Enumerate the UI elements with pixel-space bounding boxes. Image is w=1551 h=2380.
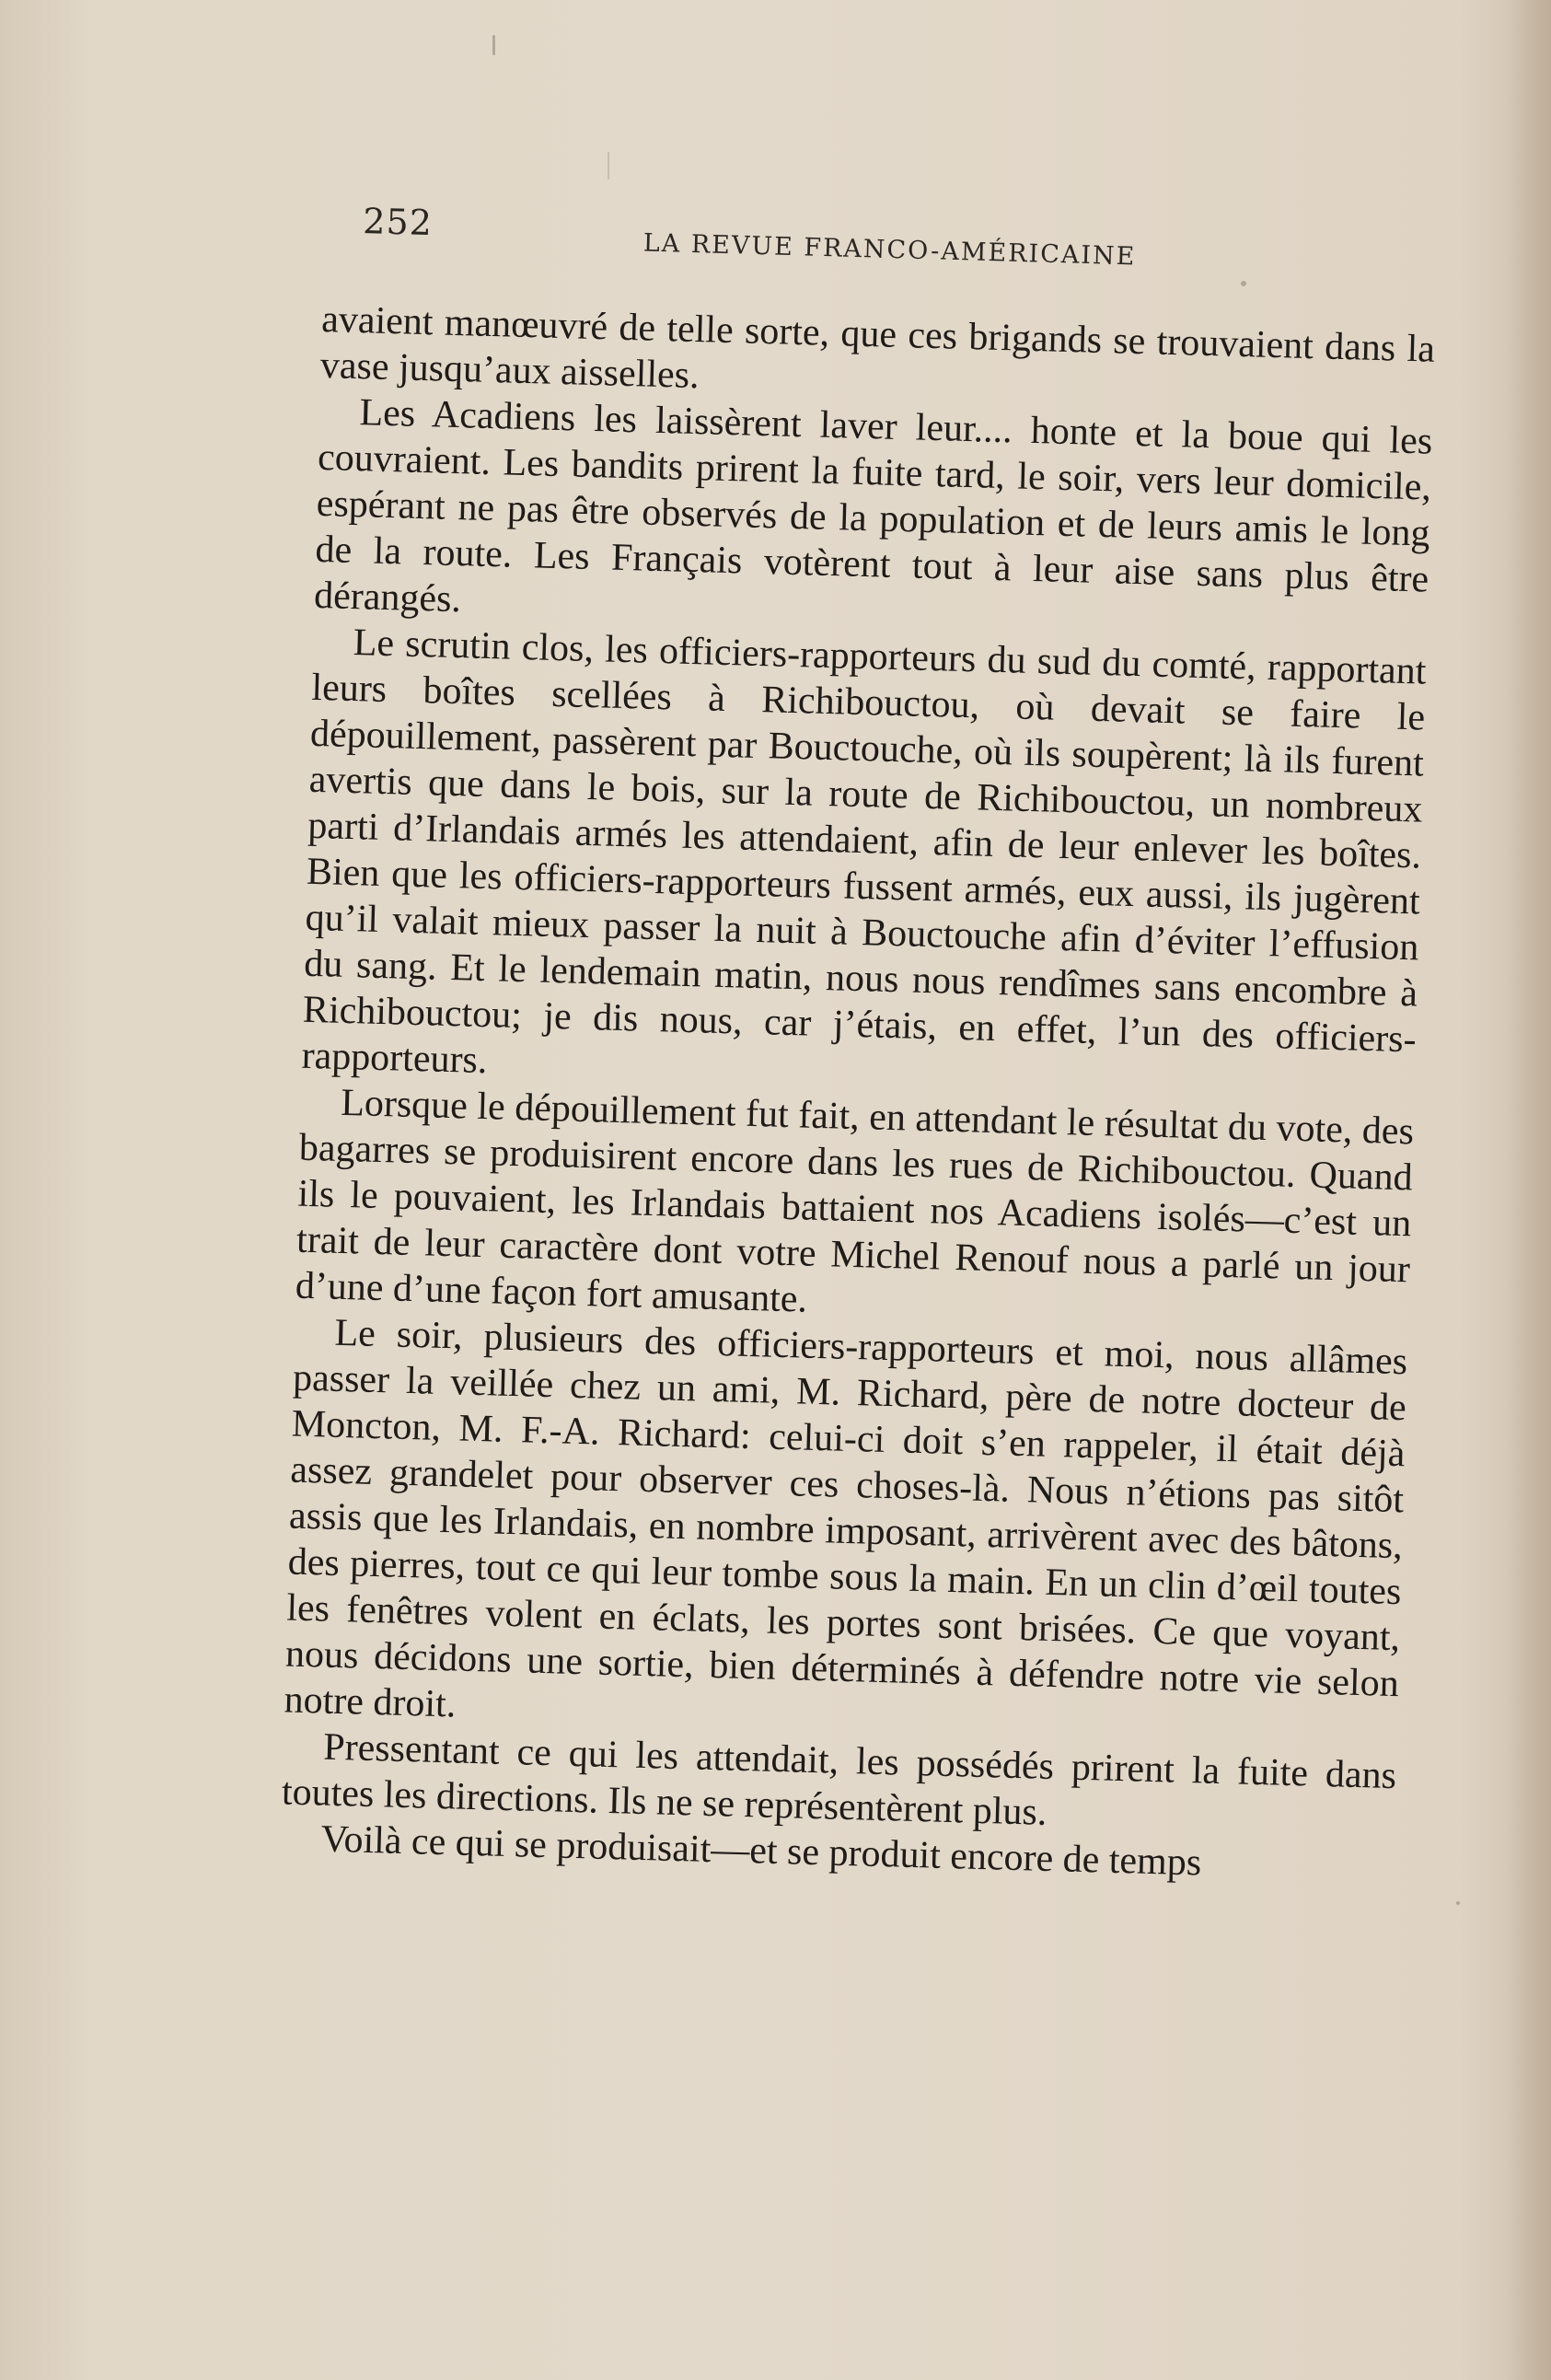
page-number: 252: [362, 201, 434, 244]
paragraph-6: Pressentant ce qui les attendait, les possédés prirent la fuite dans toutes les directions. Ils ne se représentèrent plus.: [281, 1725, 1397, 1834]
paragraph-5: Le soir, plusieurs des officiers-rapporteurs et moi, nous allâmes passer la veillée chez un ami, M. Richard, père de notre docteur de Moncton, M. F.-A. Richard: celui-ci doit s’en rappeler, il était déjà assez grandelet pour observer ces choses-là. Nous n’étions pas sitôt assis que les Irlandais, en nombre imposant, arrivèrent avec des bâtons, des pierres, tout ce qui leur tombe sous la main. En un clin d’œil toutes les fenêtres volent en éclats, les portes sont brisées. Ce que voyant, nous décidons une sortie, bien déterminés à défendre notre vie selon notre droit.: [284, 1311, 1408, 1726]
paragraph-7: Voilà ce qui se produisait—et se produit encore de temps: [320, 1817, 1202, 1885]
paper-speck: [1241, 281, 1246, 286]
paragraph-2: Les Acadiens les laissèrent laver leur.... honte et la boue qui les couvraient. Les bandits prirent la fuite tard, le soir, vers leur domicile, espérant ne pas être observés de la population et de leurs amis le long de la route. Les Français votèrent tout à leur aise sans plus être dérangés.: [313, 391, 1433, 621]
running-head: LA REVUE FRANCO-AMÉRICAINE: [642, 228, 1137, 272]
paragraph-3: Le scrutin clos, les officiers-rapporteurs du sud du comté, rapportant leurs boîtes scellées à Richibouctou, où devait se faire le dépouillement, passèrent par Bouctouche, où ils soupèrent; là ils furent avertis que dans le bois, sur la route de Richibouctou, un nombreux parti d’Irlandais armés les attendaient, afin de leur enlever les boîtes. Bien que les officiers-rapporteurs fussent armés, eux aussi, ils jugèrent qu’il valait mieux passer la nuit à Bouctouche afin d’éviter l’effusion du sang. Et le lendemain matin, nous nous rendîmes sans encombre à Richibouctou; je dis nous, car j’étais, en effet, l’un des officiers-rapporteurs.: [301, 621, 1428, 1083]
body-text: [280, 296, 1436, 1891]
paragraph-1: avaient manœuvré de telle sorte, que ces brigands se trouvaient dans la vase jusqu’aux aisselles.: [319, 297, 1436, 398]
paper-speck: [608, 152, 609, 180]
paper-speck: [1456, 1901, 1460, 1905]
paragraph-4: Lorsque le dépouillement fut fait, en attendant le résultat du vote, des bagarres se produisirent encore dans les rues de Richibouctou. Quand ils le pouvaient, les Irlandais battaient nos Acadiens isolés—c’est un trait de leur caractère dont votre Michel Renouf nous a parlé un jour d’une d’une façon fort amusante.: [295, 1081, 1415, 1321]
page-header: [362, 201, 1192, 297]
paper-speck: [492, 35, 495, 55]
